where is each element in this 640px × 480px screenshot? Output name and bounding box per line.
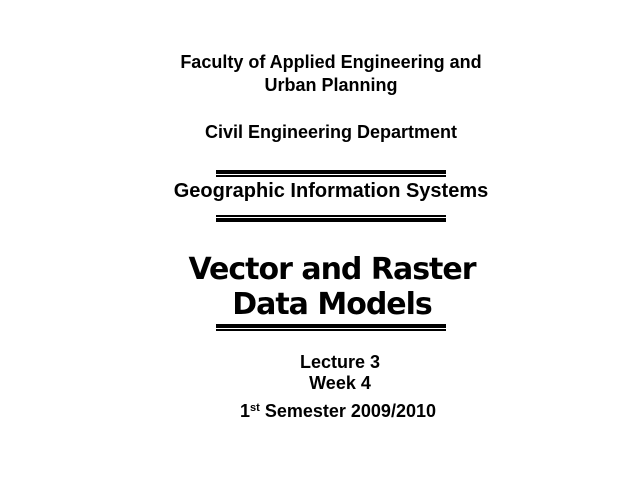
course-rule-top-wrap bbox=[11, 170, 640, 177]
double-rule-top bbox=[216, 170, 446, 177]
semester-text: Semester 2009/2010 bbox=[264, 401, 436, 421]
department-name: Civil Engineering Department bbox=[204, 122, 458, 142]
slide-title bbox=[12, 252, 640, 322]
week-label: Week 4 bbox=[309, 373, 371, 393]
faculty-line-1: Faculty of Applied Engineering and bbox=[180, 52, 482, 72]
course-rule-bottom-wrap bbox=[11, 215, 640, 222]
title-rule-wrap bbox=[11, 324, 640, 331]
faculty-name bbox=[11, 51, 640, 97]
faculty-line-2: Urban Planning bbox=[264, 75, 398, 95]
slide-title-line-1: Vector and Raster bbox=[188, 252, 476, 287]
slide-title-line-2: Data Models bbox=[232, 287, 432, 322]
double-rule-bottom bbox=[216, 215, 446, 222]
semester-ordinal-superscript: st bbox=[250, 402, 260, 414]
lecture-label: Lecture 3 bbox=[299, 352, 381, 372]
lecture-info bbox=[20, 352, 640, 394]
title-underline-rule bbox=[216, 324, 446, 331]
semester-label bbox=[18, 401, 640, 425]
course-name: Geographic Information Systems bbox=[173, 180, 489, 202]
semester-number: 1 bbox=[240, 401, 251, 421]
